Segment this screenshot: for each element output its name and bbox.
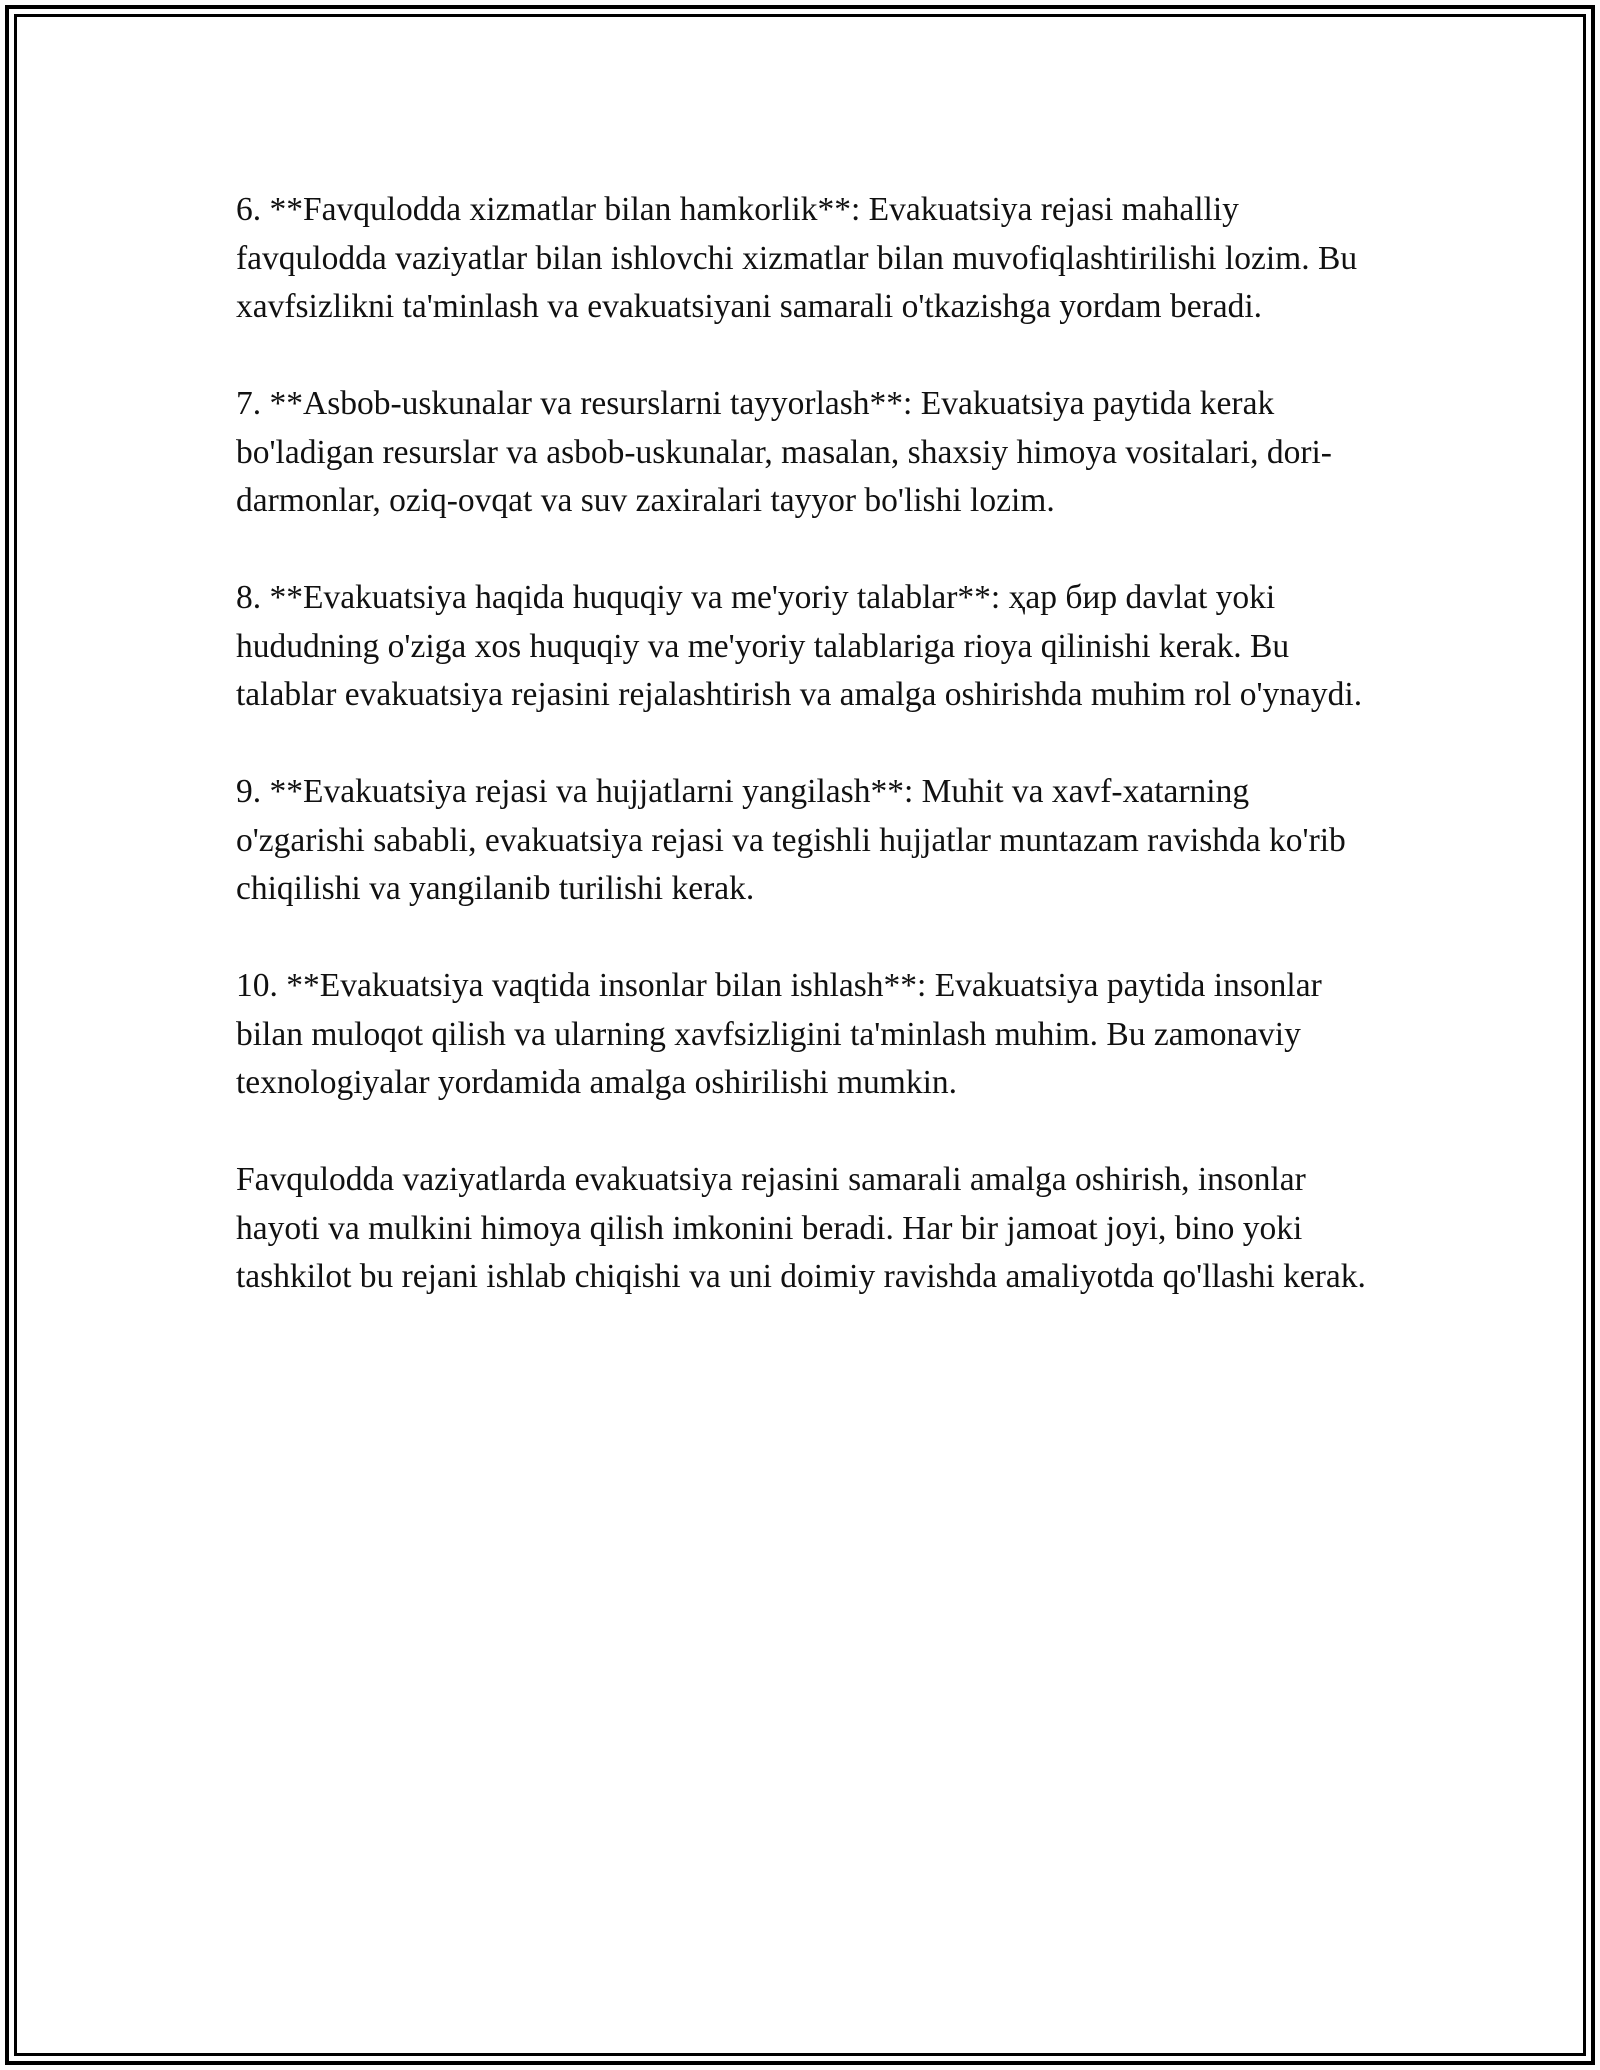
paragraph-item-8: 8. **Evakuatsiya haqida huquqiy va me'yoriy talablar**: ҳар бир davlat yoki hududning o'ziga xos huquqiy va me'yoriy talablariga rioya qilinishi kerak. Bu talablar evakuatsiya rejasini rejalashtirish va amalga oshirishda muhim rol o'ynaydi. bbox=[236, 579, 1363, 713]
paragraph-item-9: 9. **Evakuatsiya rejasi va hujjatlarni yangilash**: Muhit va xavf-xatarning o'zgarishi sababli, evakuatsiya rejasi va tegishli hujjatlar muntazam ravishda ko'rib chiqilishi va yangilanib turilishi kerak. bbox=[236, 773, 1346, 907]
document-body bbox=[236, 186, 1376, 1350]
paragraph-item-7: 7. **Asbob-uskunalar va resurslarni tayyorlash**: Evakuatsiya paytida kerak bo'ladigan resurslar va asbob-uskunalar, masalan, shaxsiy himoya vositalari, dori-darmonlar, oziq-ovqat va suv zaxiralari tayyor bo'lishi lozim. bbox=[236, 385, 1332, 519]
paragraph-item-6: 6. **Favqulodda xizmatlar bilan hamkorlik**: Evakuatsiya rejasi mahalliy favqulodda vaziyatlar bilan ishlovchi xizmatlar bilan muvofiqlashtirilishi lozim. Bu xavfsizlikni ta'minlash va evakuatsiyani samarali o'tkazishga yordam beradi. bbox=[236, 191, 1358, 325]
paragraph-item-10: 10. **Evakuatsiya vaqtida insonlar bilan ishlash**: Evakuatsiya paytida insonlar bilan muloqot qilish va ularning xavfsizligini ta'minlash muhim. Bu zamonaviy texnologiyalar yordamida amalga oshirilishi mumkin. bbox=[236, 967, 1322, 1101]
paragraph-conclusion: Favqulodda vaziyatlarda evakuatsiya rejasini samarali amalga oshirish, insonlar hayoti va mulkini himoya qilish imkonini beradi. Har bir jamoat joyi, bino yoki tashkilot bu rejani ishlab chiqishi va uni doimiy ravishda amaliyotda qo'llashi kerak. bbox=[236, 1161, 1366, 1295]
